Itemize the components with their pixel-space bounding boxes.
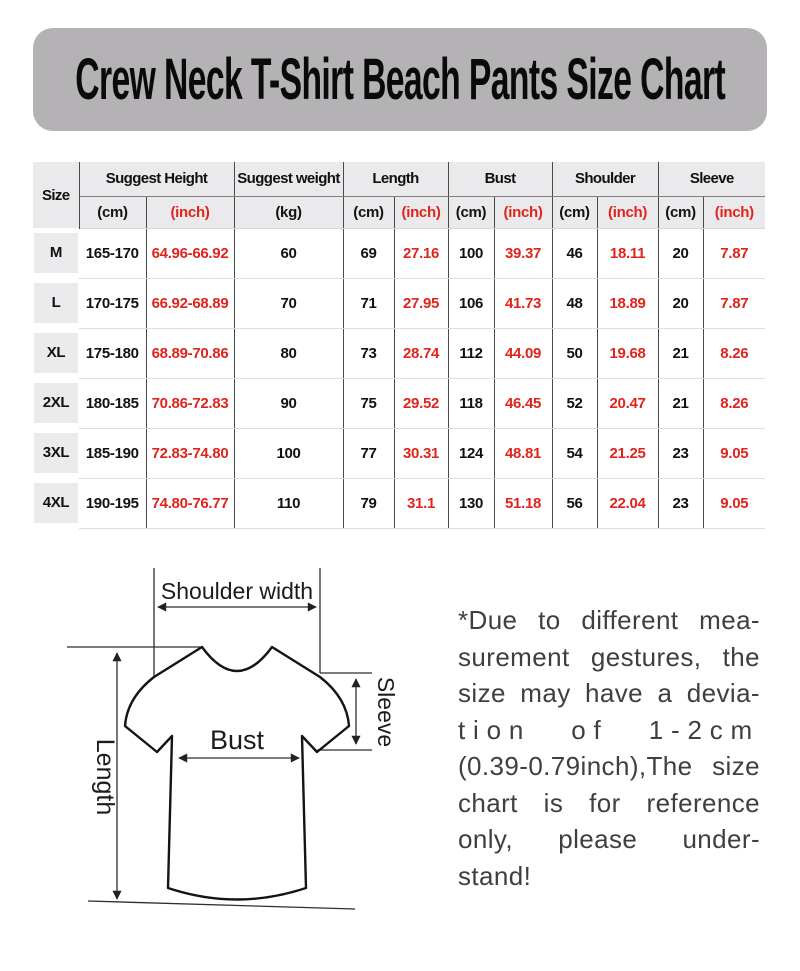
unit-sleeve-cm: (cm) <box>658 196 703 228</box>
cell-shoulder-inch: 22.04 <box>597 478 658 528</box>
unit-length-inch: (inch) <box>394 196 448 228</box>
col-header-bust: Bust <box>448 162 552 196</box>
cell-height-cm: 185-190 <box>79 428 146 478</box>
cell-length-inch: 28.74 <box>394 328 448 378</box>
cell-shoulder-cm: 52 <box>552 378 597 428</box>
cell-shoulder-cm: 50 <box>552 328 597 378</box>
table-row-m <box>33 228 765 278</box>
header-units-row <box>33 196 765 228</box>
cell-bust-inch: 44.09 <box>494 328 552 378</box>
cell-height-inch: 72.83-74.80 <box>146 428 234 478</box>
cell-bust-cm: 112 <box>448 328 494 378</box>
cell-height-inch: 68.89-70.86 <box>146 328 234 378</box>
disclaimer-note <box>458 602 760 894</box>
table-row-xl <box>33 328 765 378</box>
cell-sleeve-inch: 7.87 <box>703 228 765 278</box>
col-header-sleeve: Sleeve <box>658 162 765 196</box>
size-chip: 2XL <box>34 383 78 423</box>
cell-length-inch: 31.1 <box>394 478 448 528</box>
disclaimer-line: chart is for reference <box>458 787 760 818</box>
cell-weight-kg: 70 <box>234 278 343 328</box>
disclaimer-line: surement gestures, the <box>458 641 760 672</box>
size-label <box>33 228 79 278</box>
cell-height-cm: 190-195 <box>79 478 146 528</box>
cell-bust-inch: 51.18 <box>494 478 552 528</box>
cell-shoulder-inch: 20.47 <box>597 378 658 428</box>
col-header-shoulder: Shoulder <box>552 162 658 196</box>
cell-length-cm: 77 <box>343 428 394 478</box>
tshirt-measurement-diagram <box>40 555 460 955</box>
size-chip: XL <box>34 333 78 373</box>
cell-height-inch: 70.86-72.83 <box>146 378 234 428</box>
cell-height-cm: 170-175 <box>79 278 146 328</box>
table-row-2xl <box>33 378 765 428</box>
cell-height-cm: 165-170 <box>79 228 146 278</box>
table-row-3xl <box>33 428 765 478</box>
size-label <box>33 328 79 378</box>
disclaimer-line: only, please under- <box>458 824 760 854</box>
cell-shoulder-inch: 21.25 <box>597 428 658 478</box>
header-groups-row <box>33 162 765 196</box>
cell-sleeve-cm: 23 <box>658 478 703 528</box>
cell-height-inch: 64.96-66.92 <box>146 228 234 278</box>
cell-shoulder-cm: 46 <box>552 228 597 278</box>
disclaimer-line: tion of 1-2cm <box>458 714 760 745</box>
table-row-l <box>33 278 765 328</box>
cell-sleeve-inch: 9.05 <box>703 478 765 528</box>
unit-sleeve-inch: (inch) <box>703 196 765 228</box>
cell-weight-kg: 90 <box>234 378 343 428</box>
unit-shoulder-inch: (inch) <box>597 196 658 228</box>
col-header-suggest-weight: Suggest weight <box>234 162 343 196</box>
cell-bust-cm: 118 <box>448 378 494 428</box>
disclaimer-line: size may have a devia- <box>458 678 760 708</box>
cell-weight-kg: 60 <box>234 228 343 278</box>
cell-shoulder-cm: 48 <box>552 278 597 328</box>
cell-sleeve-inch: 9.05 <box>703 428 765 478</box>
cell-bust-cm: 100 <box>448 228 494 278</box>
cell-weight-kg: 110 <box>234 478 343 528</box>
length-bottom-reference-line <box>88 901 355 909</box>
unit-shoulder-cm: (cm) <box>552 196 597 228</box>
disclaimer-line: stand! <box>458 860 532 891</box>
cell-bust-inch: 48.81 <box>494 428 552 478</box>
cell-length-inch: 27.95 <box>394 278 448 328</box>
col-header-size: Size <box>33 162 79 228</box>
cell-shoulder-inch: 19.68 <box>597 328 658 378</box>
cell-weight-kg: 80 <box>234 328 343 378</box>
disclaimer-line: (0.39-0.79inch),The size <box>458 751 760 781</box>
cell-bust-cm: 130 <box>448 478 494 528</box>
cell-bust-inch: 39.37 <box>494 228 552 278</box>
bust-label: Bust <box>209 725 265 755</box>
cell-height-cm: 175-180 <box>79 328 146 378</box>
unit-bust-cm: (cm) <box>448 196 494 228</box>
cell-shoulder-inch: 18.11 <box>597 228 658 278</box>
cell-height-inch: 66.92-68.89 <box>146 278 234 328</box>
cell-sleeve-inch: 8.26 <box>703 378 765 428</box>
cell-length-cm: 69 <box>343 228 394 278</box>
col-header-length: Length <box>343 162 448 196</box>
cell-shoulder-cm: 56 <box>552 478 597 528</box>
size-label <box>33 478 79 528</box>
cell-sleeve-cm: 21 <box>658 378 703 428</box>
disclaimer-line: *Due to different mea- <box>458 605 760 635</box>
length-label: Length <box>91 738 119 816</box>
cell-bust-cm: 106 <box>448 278 494 328</box>
cell-sleeve-cm: 21 <box>658 328 703 378</box>
cell-length-cm: 79 <box>343 478 394 528</box>
size-chip: 4XL <box>34 483 78 523</box>
unit-height-cm: (cm) <box>79 196 146 228</box>
cell-length-cm: 73 <box>343 328 394 378</box>
shoulder-width-label: Shoulder width <box>160 578 314 604</box>
unit-weight-kg: (kg) <box>234 196 343 228</box>
cell-length-cm: 75 <box>343 378 394 428</box>
cell-length-cm: 71 <box>343 278 394 328</box>
size-chip: 3XL <box>34 433 78 473</box>
cell-length-inch: 29.52 <box>394 378 448 428</box>
size-chip: M <box>34 233 78 273</box>
cell-sleeve-inch: 8.26 <box>703 328 765 378</box>
page-title: Crew Neck T-Shirt Beach Pants Size Chart <box>75 47 725 112</box>
cell-height-inch: 74.80-76.77 <box>146 478 234 528</box>
cell-sleeve-inch: 7.87 <box>703 278 765 328</box>
cell-bust-cm: 124 <box>448 428 494 478</box>
title-banner <box>33 28 767 131</box>
cell-bust-inch: 41.73 <box>494 278 552 328</box>
unit-height-inch: (inch) <box>146 196 234 228</box>
cell-weight-kg: 100 <box>234 428 343 478</box>
cell-height-cm: 180-185 <box>79 378 146 428</box>
table-row-4xl <box>33 478 765 528</box>
unit-length-cm: (cm) <box>343 196 394 228</box>
cell-length-inch: 27.16 <box>394 228 448 278</box>
tshirt-outline <box>125 647 349 900</box>
cell-sleeve-cm: 23 <box>658 428 703 478</box>
size-chip: L <box>34 283 78 323</box>
cell-bust-inch: 46.45 <box>494 378 552 428</box>
cell-shoulder-inch: 18.89 <box>597 278 658 328</box>
cell-shoulder-cm: 54 <box>552 428 597 478</box>
cell-sleeve-cm: 20 <box>658 278 703 328</box>
sleeve-label: Sleeve <box>373 676 399 748</box>
size-label <box>33 278 79 328</box>
size-label <box>33 378 79 428</box>
size-table <box>33 162 765 529</box>
col-header-suggest-height: Suggest Height <box>79 162 234 196</box>
unit-bust-inch: (inch) <box>494 196 552 228</box>
cell-length-inch: 30.31 <box>394 428 448 478</box>
size-label <box>33 428 79 478</box>
cell-sleeve-cm: 20 <box>658 228 703 278</box>
